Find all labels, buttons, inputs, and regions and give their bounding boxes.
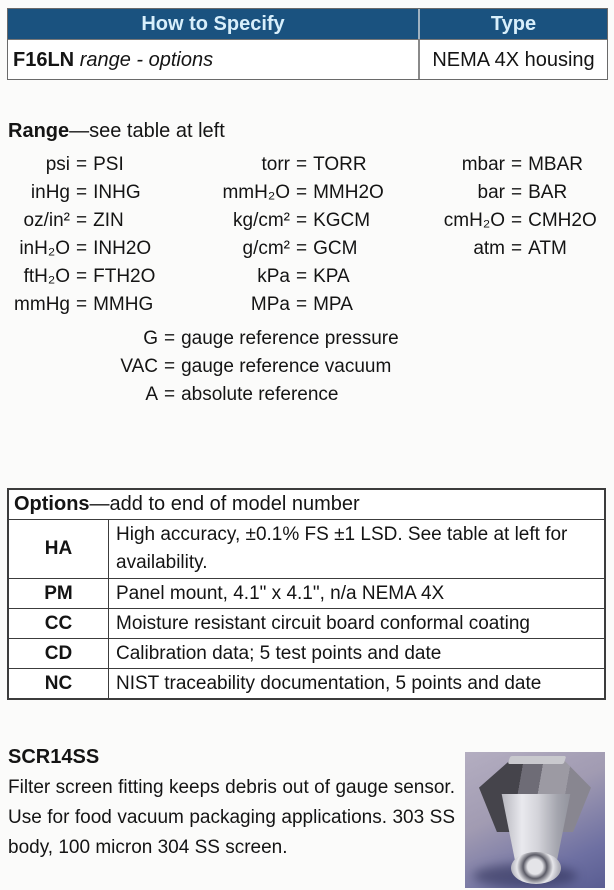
unit-item: [208, 291, 443, 319]
model-pattern: range - options: [79, 49, 214, 71]
unit-label: torr: [261, 154, 290, 175]
option-code: PM: [9, 579, 109, 608]
unit-label: kg/cm²: [233, 210, 290, 231]
unit-item: [8, 291, 208, 319]
option-code: NC: [9, 669, 109, 698]
option-row-cc: [9, 609, 604, 639]
fitting-hex-top-edge: [508, 756, 567, 764]
reference-list: [8, 325, 606, 409]
options-heading-bold: Options: [14, 493, 90, 515]
unit-label: mbar: [461, 154, 505, 175]
range-section: [8, 119, 606, 409]
unit-label: psi: [45, 154, 70, 175]
equals-sign: =: [76, 266, 88, 287]
unit-item: [208, 151, 443, 179]
equals-sign: =: [76, 294, 88, 315]
equals-sign: =: [76, 210, 88, 231]
options-table: [7, 488, 606, 700]
option-description: Panel mount, 4.1" x 4.1", n/a NEMA 4X: [116, 583, 445, 604]
unit-code: KGCM: [313, 210, 371, 231]
unit-code: GCM: [313, 238, 358, 259]
unit-item: [208, 235, 443, 263]
equals-sign: =: [296, 294, 308, 315]
unit-code: TORR: [313, 154, 367, 175]
fitting-screen-opening: [511, 852, 561, 884]
unit-item: [8, 263, 208, 291]
reference-item: [8, 353, 606, 381]
option-code: HA: [9, 520, 109, 578]
unit-item: [443, 179, 606, 207]
unit-item: [8, 235, 208, 263]
unit-label: ftH₂O: [23, 266, 70, 287]
unit-item: [443, 207, 606, 235]
unit-item: [8, 179, 208, 207]
unit-code: INHG: [93, 182, 141, 203]
unit-code: INH2O: [93, 238, 152, 259]
option-description: NIST traceability documentation, 5 points and date: [116, 673, 542, 694]
model-spec-cell: [8, 39, 420, 79]
reference-description: gauge reference pressure: [181, 328, 399, 349]
unit-item: [443, 235, 606, 263]
options-table-heading: [9, 490, 604, 520]
equals-sign: =: [511, 154, 523, 175]
equals-sign: =: [164, 356, 176, 377]
filter-screen-fitting-photo: [465, 752, 605, 888]
options-heading-rest: —add to end of model number: [89, 493, 360, 515]
unit-item: [208, 179, 443, 207]
range-units-column-3: [443, 151, 606, 319]
unit-code: BAR: [528, 182, 568, 203]
equals-sign: =: [296, 238, 308, 259]
reference-item: [8, 325, 606, 353]
option-description: High accuracy, ±0.1% FS ±1 LSD. See table at left for availability.: [116, 524, 568, 573]
option-code: CD: [9, 639, 109, 668]
option-row-nc: [9, 669, 604, 698]
unit-code: ATM: [528, 238, 567, 259]
range-units-grid: [8, 151, 606, 319]
unit-item: [208, 207, 443, 235]
reference-description: absolute reference: [181, 384, 339, 405]
unit-code: MBAR: [528, 154, 584, 175]
reference-code: VAC: [120, 356, 158, 377]
equals-sign: =: [76, 182, 88, 203]
equals-sign: =: [511, 210, 523, 231]
unit-label: cmH₂O: [443, 210, 505, 231]
equals-sign: =: [76, 238, 88, 259]
option-description: Calibration data; 5 test points and date: [116, 643, 442, 664]
unit-label: MPa: [250, 294, 290, 315]
how-to-specify-table: [7, 8, 608, 80]
unit-item: [8, 151, 208, 179]
spec-table-data-row: [8, 39, 607, 79]
reference-code: A: [145, 384, 158, 405]
option-code: CC: [9, 609, 109, 638]
type-header: Type: [420, 9, 607, 39]
accessory-section: [8, 744, 606, 863]
unit-label: oz/in²: [23, 210, 70, 231]
unit-label: mmHg: [14, 294, 70, 315]
unit-label: atm: [473, 238, 505, 259]
unit-item: [443, 151, 606, 179]
unit-label: kPa: [257, 266, 290, 287]
equals-sign: =: [296, 266, 308, 287]
unit-label: g/cm²: [242, 238, 290, 259]
housing-type-cell: NEMA 4X housing: [420, 39, 607, 79]
unit-code: PSI: [93, 154, 124, 175]
spec-table-header-row: [8, 9, 607, 39]
reference-code: G: [143, 328, 158, 349]
equals-sign: =: [76, 154, 88, 175]
option-row-ha: [9, 520, 604, 579]
equals-sign: =: [296, 210, 308, 231]
option-row-cd: [9, 639, 604, 669]
range-heading: [8, 119, 606, 143]
unit-label: inH₂O: [19, 238, 70, 259]
unit-label: inHg: [30, 182, 70, 203]
range-units-column-2: [208, 151, 443, 319]
model-code: F16LN: [13, 49, 75, 71]
equals-sign: =: [296, 182, 308, 203]
reference-description: gauge reference vacuum: [181, 356, 392, 377]
unit-item: [8, 207, 208, 235]
unit-item: [208, 263, 443, 291]
equals-sign: =: [296, 154, 308, 175]
unit-label: mmH₂O: [222, 182, 290, 203]
range-heading-bold: Range: [8, 120, 70, 142]
unit-code: MMH2O: [313, 182, 384, 203]
range-heading-rest: —see table at left: [69, 120, 225, 142]
unit-label: bar: [477, 182, 505, 203]
unit-code: MMHG: [93, 294, 154, 315]
unit-code: KPA: [313, 266, 350, 287]
option-description: Moisture resistant circuit board conformal coating: [116, 613, 530, 634]
range-units-column-1: [8, 151, 208, 319]
option-row-pm: [9, 579, 604, 609]
accessory-title: SCR14SS: [8, 746, 100, 768]
equals-sign: =: [164, 384, 176, 405]
unit-code: CMH2O: [528, 210, 597, 231]
equals-sign: =: [511, 182, 523, 203]
unit-code: MPA: [313, 294, 353, 315]
unit-code: ZIN: [93, 210, 124, 231]
equals-sign: =: [164, 328, 176, 349]
reference-item: [8, 381, 606, 409]
equals-sign: =: [511, 238, 523, 259]
accessory-description: Filter screen fitting keeps debris out of gauge sensor. Use for food vacuum packaging applications. 303 SS body, 100 micron 304 SS screen.: [8, 777, 455, 858]
how-to-specify-header: How to Specify: [8, 9, 420, 39]
unit-code: FTH2O: [93, 266, 156, 287]
